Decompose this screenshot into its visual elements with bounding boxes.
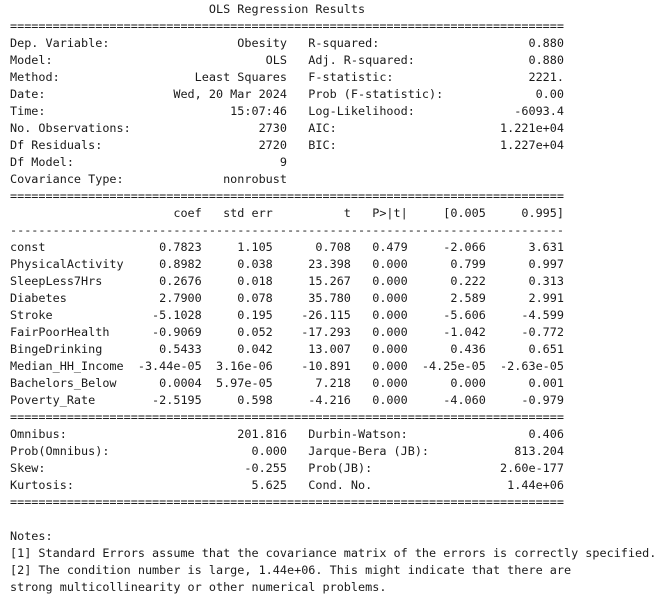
coef-table-row: const 0.7823 1.105 0.708 0.479 -2.066 3.631 [10,240,564,254]
diagnostics-row: Kurtosis: 5.625 Cond. No. 1.44e+06 [10,478,564,492]
double-rule: ============================================================================== [10,19,564,33]
model-info-row: Df Residuals: 2720 BIC: 1.227e+04 [10,138,564,152]
report-title: OLS Regression Results [10,2,366,16]
model-info-row: Method: Least Squares F-statistic: 2221. [10,70,564,84]
model-info-row: No. Observations: 2730 AIC: 1.221e+04 [10,121,564,135]
coef-table-row: Stroke -5.1028 0.195 -26.115 0.000 -5.606 -4.599 [10,308,564,322]
coef-table-row: Diabetes 2.7900 0.078 35.780 0.000 2.589 2.991 [10,291,564,305]
coef-table-header: coef std err t P>|t| [0.005 0.995] [10,206,564,220]
coef-table-row: FairPoorHealth -0.9069 0.052 -17.293 0.000 -1.042 -0.772 [10,325,564,339]
double-rule: ============================================================================== [10,410,564,424]
coef-table-row: Median_HH_Income -3.44e-05 3.16e-06 -10.891 0.000 -4.25e-05 -2.63e-05 [10,359,564,373]
diagnostics-row: Omnibus: 201.816 Durbin-Watson: 0.406 [10,427,564,441]
double-rule: ============================================================================== [10,495,564,509]
double-rule: ============================================================================== [10,189,564,203]
dashed-rule: ------------------------------------------------------------------------------ [10,223,564,237]
model-info-row: Covariance Type: nonrobust [10,172,287,186]
model-info-row: Dep. Variable: Obesity R-squared: 0.880 [10,36,564,50]
note-line: [2] The condition number is large, 1.44e+06. This might indicate that there are [10,563,572,577]
coef-table-row: SleepLess7Hrs 0.2676 0.018 15.267 0.000 0.222 0.313 [10,274,564,288]
diagnostics-row: Skew: -0.255 Prob(JB): 2.60e-177 [10,461,564,475]
model-info-row: Model: OLS Adj. R-squared: 0.880 [10,53,564,67]
model-info-row: Time: 15:07:46 Log-Likelihood: -6093.4 [10,104,564,118]
coef-table-row: BingeDrinking 0.5433 0.042 13.007 0.000 0.436 0.651 [10,342,564,356]
diagnostics-row: Prob(Omnibus): 0.000 Jarque-Bera (JB): 813.204 [10,444,564,458]
model-info-row: Date: Wed, 20 Mar 2024 Prob (F-statistic): 0.00 [10,87,564,101]
note-line: [1] Standard Errors assume that the covariance matrix of the errors is correctly specified. [10,546,657,560]
coef-table-row: Bachelors_Below 0.0004 5.97e-05 7.218 0.000 0.000 0.001 [10,376,564,390]
coef-table-row: Poverty_Rate -2.5195 0.598 -4.216 0.000 -4.060 -0.979 [10,393,564,407]
notes-heading: Notes: [10,529,53,543]
ols-summary [10,0,667,597]
coef-table-row: PhysicalActivity 0.8982 0.038 23.398 0.000 0.799 0.997 [10,257,564,271]
note-line: strong multicollinearity or other numerical problems. [10,580,387,594]
model-info-row: Df Model: 9 [10,155,287,169]
